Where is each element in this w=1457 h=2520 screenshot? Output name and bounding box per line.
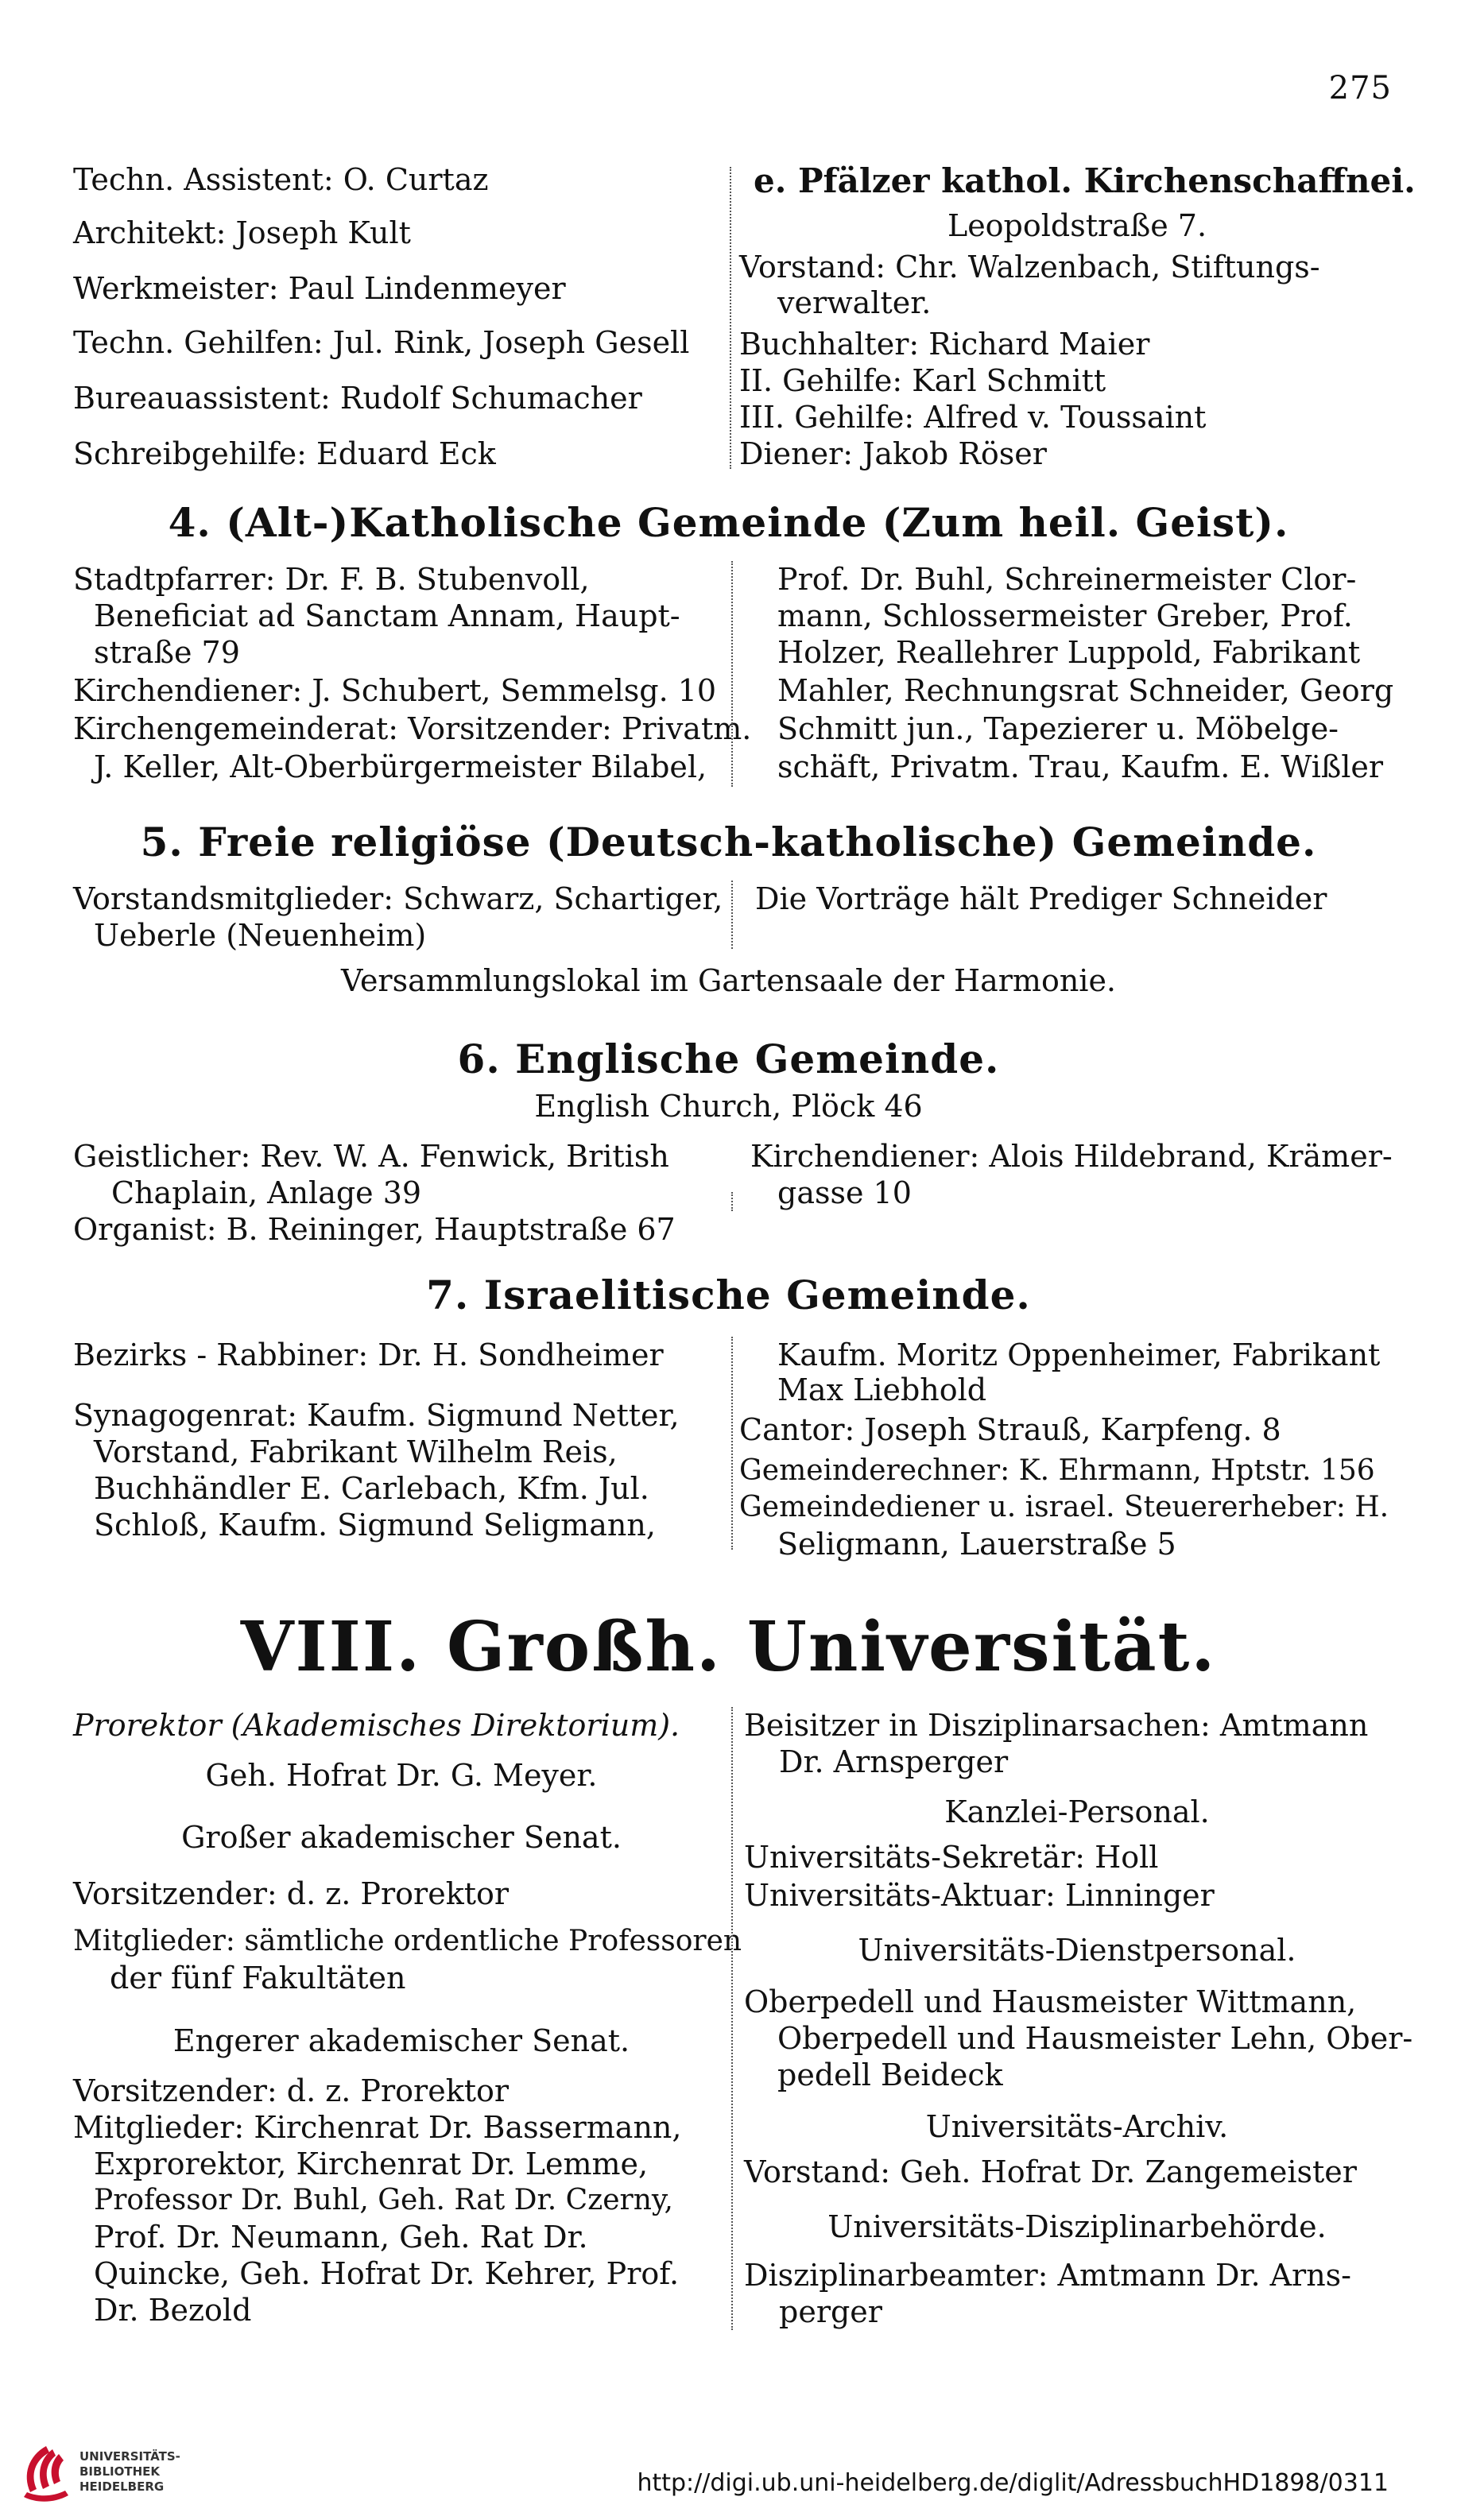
list-item: Max Liebhold (777, 1372, 987, 1407)
list-item: Vorstandsmitglieder: Schwarz, Schartiger, (73, 881, 723, 916)
column-divider (731, 881, 733, 949)
list-item: Gemeinderechner: K. Ehrmann, Hptstr. 156 (739, 1454, 1375, 1487)
list-item: Ueberle (Neuenheim) (94, 918, 427, 953)
list-item: Beisitzer in Disziplinarsachen: Amtmann (744, 1708, 1369, 1743)
section-note: Versammlungslokal im Gartensaale der Harmonie. (340, 963, 1117, 998)
list-item: Exprorektor, Kirchenrat Dr. Lemme, (94, 2146, 649, 2181)
list-item: straße 79 (94, 635, 240, 670)
list-item: Buchhändler E. Carlebach, Kfm. Jul. (94, 1471, 649, 1506)
section-heading: e. Pfälzer kathol. Kirchenschaffnei. (754, 161, 1416, 200)
source-url-link[interactable]: http://digi.ub.uni-heidelberg.de/diglit/AdressbuchHD1898/0311 (637, 2469, 1389, 2497)
list-item: der fünf Fakultäten (110, 1961, 406, 1995)
list-item: pedell Beideck (777, 2057, 1003, 2092)
list-item: Kirchengemeinderat: Vorsitzender: Privatm. (73, 711, 752, 746)
section-heading-6: 6. Englische Gemeinde. (457, 1035, 1000, 1082)
list-item: Cantor: Joseph Strauß, Karpfeng. 8 (739, 1412, 1281, 1447)
list-item: Professor Dr. Buhl, Geh. Rat Dr. Czerny, (94, 2184, 673, 2216)
list-item: Oberpedell und Hausmeister Lehn, Ober- (777, 2021, 1413, 2056)
list-item: Vorstand: Geh. Hofrat Dr. Zangemeister (744, 2154, 1357, 2189)
list-item: Stadtpfarrer: Dr. F. B. Stubenvoll, (73, 562, 590, 597)
subsection-heading: Kanzlei-Personal. (944, 1794, 1210, 1829)
list-item: Vorsitzender: d. z. Prorektor (73, 2073, 510, 2108)
list-item: Beneficiat ad Sanctam Annam, Haupt- (94, 598, 680, 633)
list-item: Schloß, Kaufm. Sigmund Seligmann, (94, 1508, 656, 1543)
list-item: Diener: Jakob Röser (739, 436, 1047, 471)
section-heading-7: 7. Israelitische Gemeinde. (426, 1272, 1031, 1318)
column-divider (731, 1707, 733, 2330)
column-divider (731, 561, 733, 787)
list-item: Mitglieder: sämtliche ordentliche Professoren (73, 1925, 742, 1957)
section-heading-4: 4. (Alt-)Katholische Gemeinde (Zum heil. Geist). (168, 499, 1289, 546)
column-divider (730, 167, 731, 469)
list-item: Schreibgehilfe: Eduard Eck (73, 436, 496, 471)
list-item: Dr. Arnsperger (779, 1744, 1009, 1779)
subsection-heading: Universitäts-Disziplinarbehörde. (827, 2209, 1327, 2244)
list-item: mann, Schlossermeister Greber, Prof. (777, 598, 1353, 633)
list-item: Vorstand, Fabrikant Wilhelm Reis, (94, 1434, 618, 1469)
list-item: Bureauassistent: Rudolf Schumacher (73, 381, 642, 416)
list-item: Vorstand: Chr. Walzenbach, Stiftungs- (739, 250, 1320, 285)
list-item: Werkmeister: Paul Lindenmeyer (73, 271, 566, 306)
page-number: 275 (1328, 70, 1392, 106)
list-item: Architekt: Joseph Kult (73, 215, 411, 250)
list-item: Chaplain, Anlage 39 (111, 1175, 422, 1210)
section-subheading: English Church, Plöck 46 (534, 1089, 923, 1124)
subsection-heading: Universitäts-Dienstpersonal. (858, 1933, 1296, 1968)
list-item: Geistlicher: Rev. W. A. Fenwick, British (73, 1139, 669, 1174)
list-item: Universitäts-Sekretär: Holl (744, 1840, 1159, 1875)
list-item: Prorektor (Akademisches Direktorium). (73, 1708, 680, 1743)
subsection-heading: Engerer akademischer Senat. (172, 2023, 630, 2058)
list-item: Gemeindediener u. israel. Steuererheber: H. (739, 1491, 1389, 1523)
list-item: Seligmann, Lauerstraße 5 (777, 1527, 1176, 1562)
list-item: Oberpedell und Hausmeister Wittmann, (744, 1984, 1357, 2019)
list-item: Dr. Bezold (94, 2293, 252, 2328)
list-item: J. Keller, Alt-Oberbürgermeister Bilabel, (94, 749, 707, 784)
library-logo-text: UNIVERSITÄTS- BIBLIOTHEK HEIDELBERG (79, 2449, 180, 2494)
column-divider (731, 1192, 733, 1211)
subsection-heading: Universitäts-Archiv. (925, 2109, 1229, 2144)
list-item: Prof. Dr. Buhl, Schreinermeister Clor- (777, 562, 1357, 597)
list-item: Bezirks - Rabbiner: Dr. H. Sondheimer (73, 1337, 664, 1372)
list-item: verwalter. (777, 285, 932, 320)
list-item: perger (779, 2294, 882, 2329)
list-item: Mahler, Rechnungsrat Schneider, Georg (777, 673, 1394, 708)
list-item: III. Gehilfe: Alfred v. Toussaint (739, 400, 1207, 435)
column-divider (731, 1337, 733, 1550)
list-item: Schmitt jun., Tapezierer u. Möbelge- (777, 711, 1339, 746)
section-subheading: Leopoldstraße 7. (947, 208, 1207, 243)
list-item: Buchhalter: Richard Maier (739, 327, 1150, 362)
list-item: Organist: B. Reininger, Hauptstraße 67 (73, 1212, 676, 1247)
list-item: Holzer, Reallehrer Luppold, Fabrikant (777, 635, 1361, 670)
list-item: Mitglieder: Kirchenrat Dr. Bassermann, (73, 2110, 682, 2145)
list-item: Kirchendiener: Alois Hildebrand, Krämer- (750, 1139, 1393, 1174)
list-item: Techn. Gehilfen: Jul. Rink, Joseph Gesell (73, 325, 690, 360)
list-item: Die Vorträge hält Prediger Schneider (755, 881, 1327, 916)
list-item: Geh. Hofrat Dr. G. Meyer. (205, 1758, 598, 1793)
list-item: schäft, Privatm. Trau, Kaufm. E. Wißler (777, 749, 1384, 784)
chapter-heading: VIII. Großh. Universität. (240, 1607, 1217, 1687)
list-item: Kaufm. Moritz Oppenheimer, Fabrikant (777, 1337, 1381, 1372)
list-item: gasse 10 (777, 1175, 912, 1210)
list-item: Quincke, Geh. Hofrat Dr. Kehrer, Prof. (94, 2256, 680, 2291)
list-item: Synagogenrat: Kaufm. Sigmund Netter, (73, 1398, 680, 1433)
list-item: Disziplinarbeamter: Amtmann Dr. Arns- (744, 2258, 1352, 2293)
list-item: Universitäts-Aktuar: Linninger (744, 1878, 1215, 1913)
section-heading-5: 5. Freie religiöse (Deutsch-katholische) Gemeinde. (140, 819, 1317, 865)
list-item: Techn. Assistent: O. Curtaz (73, 162, 489, 197)
subsection-heading: Großer akademischer Senat. (181, 1820, 622, 1855)
list-item: Prof. Dr. Neumann, Geh. Rat Dr. (94, 2220, 588, 2255)
list-item: Vorsitzender: d. z. Prorektor (73, 1876, 510, 1911)
list-item: Kirchendiener: J. Schubert, Semmelsg. 10 (73, 673, 717, 708)
list-item: II. Gehilfe: Karl Schmitt (739, 363, 1106, 398)
